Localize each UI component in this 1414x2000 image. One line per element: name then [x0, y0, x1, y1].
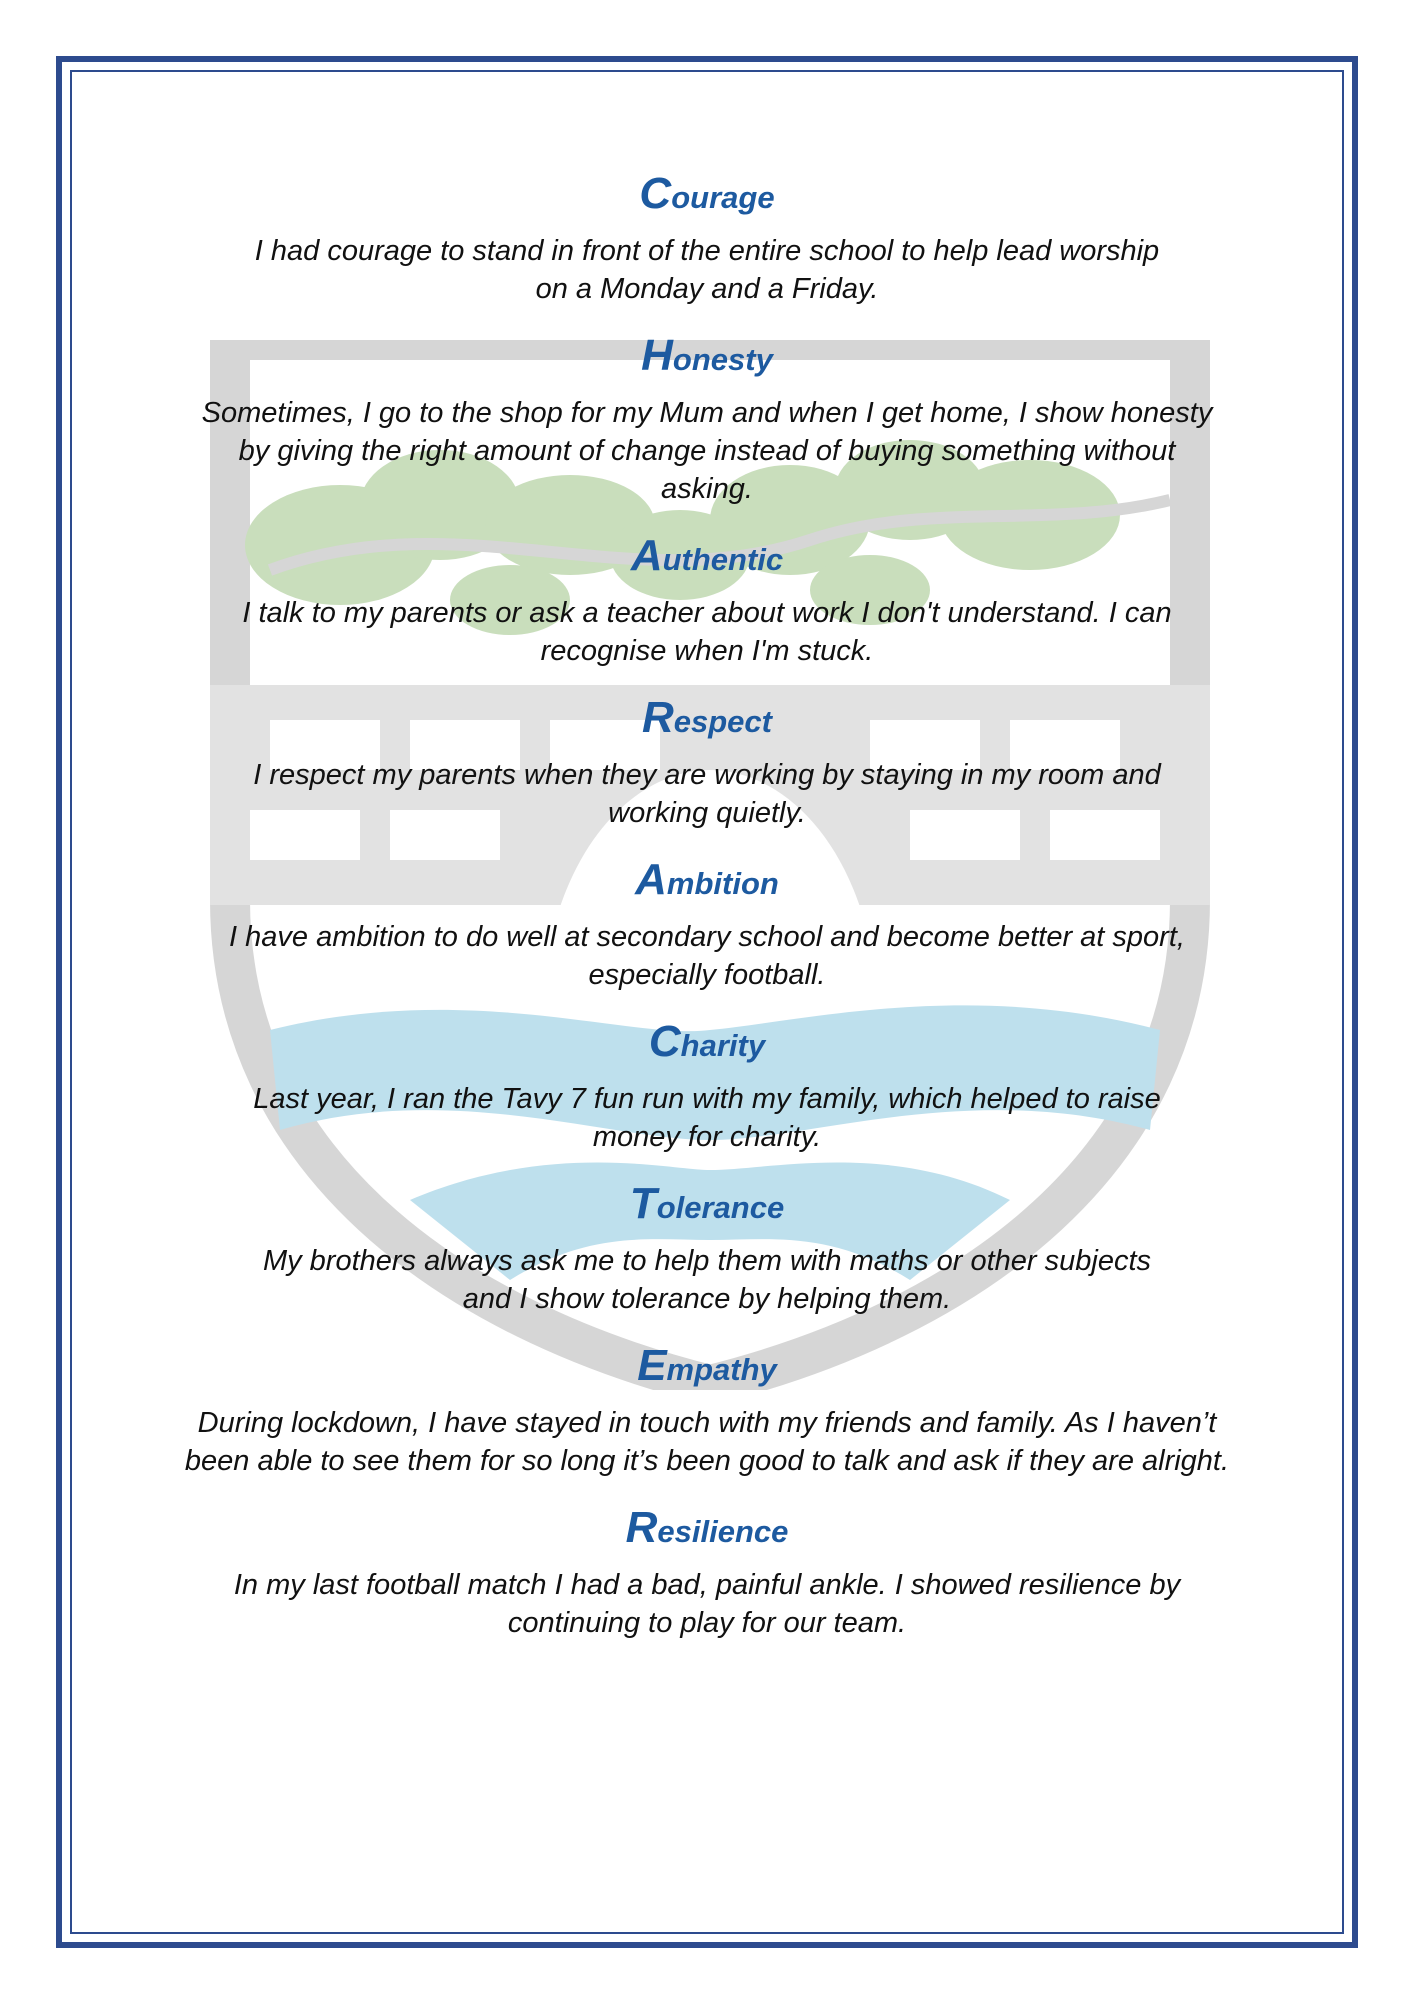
- value-description: I have ambition to do well at secondary school and become better at sport, especially football.: [229, 921, 1185, 991]
- value-heading-rest: onesty: [672, 342, 773, 377]
- value-section: [150, 531, 1264, 670]
- value-section: [150, 855, 1264, 994]
- value-description: Sometimes, I go to the shop for my Mum and when I get home, I show honesty by giving the right amount of change instead of buying something without asking.: [201, 397, 1213, 505]
- value-initial: C: [639, 169, 672, 218]
- value-heading-rest: esilience: [657, 1514, 789, 1549]
- value-section: [150, 693, 1264, 832]
- value-description: My brothers always ask me to help them with maths or other subjects and I show tolerance by helping them.: [262, 1245, 1152, 1315]
- value-heading: [150, 531, 1264, 582]
- value-section: [150, 1341, 1264, 1480]
- value-initial: A: [630, 531, 663, 580]
- value-heading: [150, 169, 1264, 220]
- value-heading: [150, 331, 1264, 382]
- value-initial: C: [648, 1017, 681, 1066]
- value-initial: T: [629, 1179, 657, 1228]
- value-description: I respect my parents when they are working by staying in my room and working quietly.: [253, 759, 1161, 829]
- value-initial: R: [625, 1503, 658, 1552]
- value-initial: A: [635, 855, 667, 904]
- value-description: Last year, I ran the Tavy 7 fun run with my family, which helped to raise money for charity.: [253, 1083, 1161, 1153]
- value-description: During lockdown, I have stayed in touch with my friends and family. As I haven’t been able to see them for so long it’s been good to talk and ask if they are alright.: [184, 1407, 1230, 1477]
- value-heading: [150, 1341, 1264, 1392]
- value-heading-rest: ourage: [671, 180, 775, 215]
- value-section: [150, 1179, 1264, 1318]
- value-heading: [150, 1017, 1264, 1068]
- value-heading-rest: uthentic: [662, 542, 784, 577]
- value-initial: R: [641, 693, 674, 742]
- value-heading: [150, 855, 1264, 906]
- value-heading-rest: harity: [680, 1028, 766, 1063]
- value-heading: [150, 1503, 1264, 1554]
- value-section: [150, 169, 1264, 308]
- value-heading: [150, 1179, 1264, 1230]
- value-section: [150, 1017, 1264, 1156]
- value-heading-rest: espect: [673, 704, 772, 739]
- value-heading-rest: olerance: [656, 1190, 785, 1225]
- value-section: [150, 1503, 1264, 1642]
- value-section: [150, 331, 1264, 508]
- value-initial: H: [641, 331, 673, 380]
- value-description: I talk to my parents or ask a teacher about work I don't understand. I can recognise when I'm stuck.: [242, 597, 1172, 667]
- value-initial: E: [637, 1341, 667, 1390]
- value-description: In my last football match I had a bad, painful ankle. I showed resilience by continuing to play for our team.: [233, 1569, 1181, 1639]
- value-description: I had courage to stand in front of the entire school to help lead worship on a Monday and a Friday.: [254, 235, 1160, 305]
- value-heading-rest: mpathy: [666, 1352, 777, 1387]
- value-heading-rest: mbition: [666, 866, 779, 901]
- value-heading: [150, 693, 1264, 744]
- values-list: [150, 169, 1264, 1642]
